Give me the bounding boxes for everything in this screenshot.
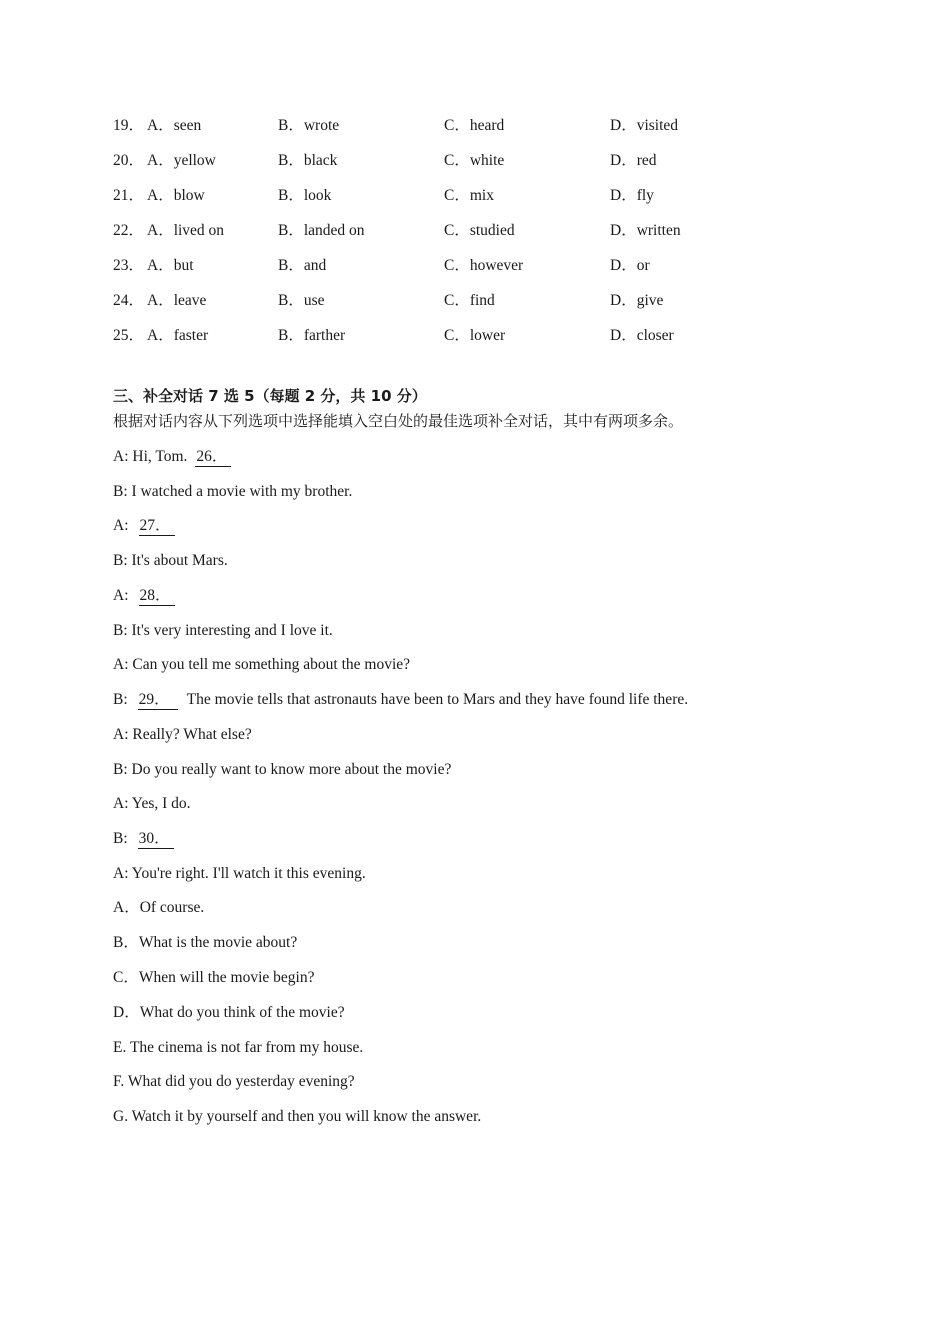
option-a: A．seen: [147, 117, 202, 134]
option-b: B．landed on: [278, 222, 365, 239]
section-instruction: 根据对话内容从下列选项中选择能填入空白处的最佳选项补全对话，其中有两项多余。: [113, 412, 684, 430]
option-d: D．visited: [610, 117, 679, 134]
option-c: C．white: [444, 152, 505, 169]
option-a: A．blow: [147, 187, 205, 204]
dialogue-text: B:: [113, 691, 128, 708]
question-number: 24．: [113, 292, 145, 309]
answer-option-d: D．What do you think of the movie?: [113, 1004, 345, 1021]
dialogue-line-7: [113, 654, 410, 676]
dialogue-text: A:: [113, 587, 129, 604]
answer-option-b: B．What is the movie about?: [113, 934, 298, 951]
option-c: C．mix: [444, 187, 494, 204]
dialogue-text: A: Yes, I do.: [113, 795, 191, 812]
answer-option-c: C．When will the movie begin?: [113, 969, 315, 986]
dialogue-text: A:: [113, 517, 129, 534]
dialogue-line-4: [113, 550, 228, 572]
answer-blank-27[interactable]: 27．: [139, 517, 175, 536]
option-c: C．find: [444, 292, 495, 309]
dialogue-line-8: [113, 689, 688, 711]
option-a: A．leave: [147, 292, 207, 309]
dialogue-text: B: I watched a movie with my brother.: [113, 483, 353, 500]
option-d: D．written: [610, 222, 681, 239]
question-number: 21．: [113, 187, 145, 204]
question-row-24: [113, 290, 833, 312]
answer-blank-26[interactable]: 26．: [195, 448, 231, 467]
dialogue-text: A: Really? What else?: [113, 726, 252, 743]
option-c: C．heard: [444, 117, 505, 134]
dialogue-line-1: [113, 446, 231, 468]
dialogue-text: A: Can you tell me something about the movie?: [113, 656, 411, 673]
option-b: B．black: [278, 152, 338, 169]
option-b: B．and: [278, 257, 327, 274]
option-b: B．wrote: [278, 117, 340, 134]
answer-option-a: A．Of course.: [113, 899, 205, 916]
option-b: B．farther: [278, 327, 346, 344]
question-row-20: [113, 150, 833, 172]
option-a: A．yellow: [147, 152, 216, 169]
option-d: D．give: [610, 292, 664, 309]
dialogue-line-10: [113, 759, 451, 781]
option-d: D．or: [610, 257, 650, 274]
question-number: 20．: [113, 152, 145, 169]
question-row-19: [113, 115, 833, 137]
dialogue-line-11: [113, 793, 191, 815]
dialogue-line-6: [113, 620, 333, 642]
question-row-22: [113, 220, 833, 242]
dialogue-line-5: [113, 585, 175, 607]
answer-blank-30[interactable]: 30．: [138, 830, 174, 849]
option-d: D．red: [610, 152, 657, 169]
option-a: A．but: [147, 257, 194, 274]
option-b: B．use: [278, 292, 325, 309]
answer-blank-28[interactable]: 28．: [139, 587, 175, 606]
dialogue-text: The movie tells that astronauts have been to Mars and they have found life there.: [186, 691, 689, 708]
question-number: 22．: [113, 222, 145, 239]
dialogue-line-3: [113, 515, 175, 537]
question-row-25: [113, 325, 833, 347]
answer-blank-29[interactable]: 29．: [138, 691, 178, 710]
dialogue-text: A: You're right. I'll watch it this evening.: [113, 865, 366, 882]
dialogue-text: A: Hi, Tom.: [113, 448, 188, 465]
dialogue-text: B: Do you really want to know more about the movie?: [113, 761, 452, 778]
option-d: D．closer: [610, 327, 674, 344]
section-heading: 三、补全对话 7 选 5（每题 2 分，共 10 分）: [113, 387, 427, 405]
question-row-21: [113, 185, 833, 207]
option-c: C．however: [444, 257, 524, 274]
dialogue-line-9: [113, 724, 252, 746]
dialogue-line-2: [113, 481, 352, 503]
question-row-23: [113, 255, 833, 277]
option-b: B．look: [278, 187, 332, 204]
option-a: A．lived on: [147, 222, 225, 239]
dialogue-text: B:: [113, 830, 128, 847]
dialogue-text: B: It's very interesting and I love it.: [113, 622, 333, 639]
answer-option-g: G. Watch it by yourself and then you will know the answer.: [113, 1108, 482, 1125]
answer-option-f: F. What did you do yesterday evening?: [113, 1073, 355, 1090]
answer-option-e: E. The cinema is not far from my house.: [113, 1039, 364, 1056]
dialogue-line-12: [113, 828, 174, 850]
option-c: C．studied: [444, 222, 515, 239]
option-d: D．fly: [610, 187, 654, 204]
option-c: C．lower: [444, 327, 506, 344]
dialogue-text: B: It's about Mars.: [113, 552, 228, 569]
question-number: 25．: [113, 327, 145, 344]
option-a: A．faster: [147, 327, 209, 344]
question-number: 19．: [113, 117, 145, 134]
question-number: 23．: [113, 257, 145, 274]
dialogue-line-13: [113, 863, 366, 885]
